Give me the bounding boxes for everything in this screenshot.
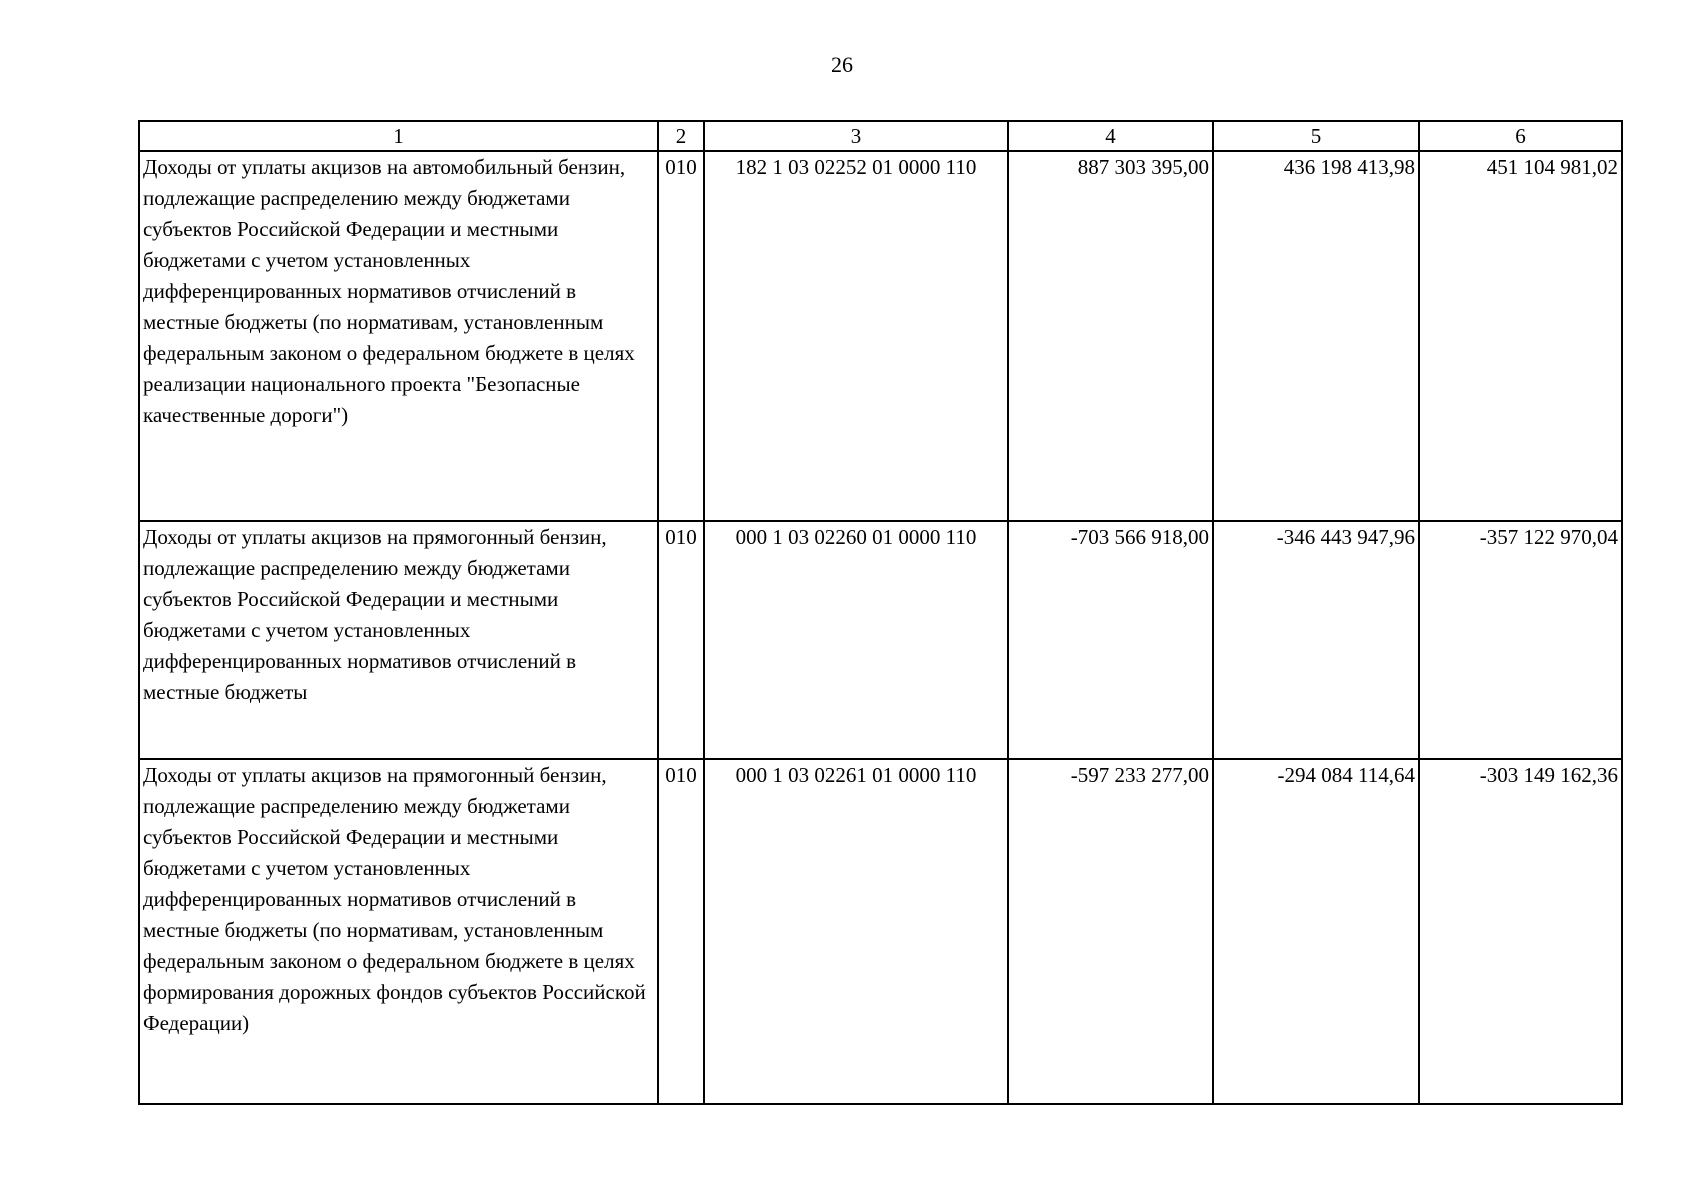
amount-cell-col5: 436 198 413,98 — [1213, 151, 1419, 521]
line-code-cell: 010 — [658, 521, 704, 759]
amount-cell-col6: -303 149 162,36 — [1419, 759, 1622, 1104]
amount-cell-col5: -346 443 947,96 — [1213, 521, 1419, 759]
line-code-cell: 010 — [658, 759, 704, 1104]
column-header: 5 — [1213, 121, 1419, 151]
column-header: 2 — [658, 121, 704, 151]
table-row — [139, 521, 1622, 759]
amount-cell-col5: -294 084 114,64 — [1213, 759, 1419, 1104]
column-header: 3 — [704, 121, 1008, 151]
revenue-name-cell: Доходы от уплаты акцизов на автомобильный бензин, подлежащие распределению между бюджетами субъектов Российской Федерации и местными бюджетами с учетом установленных дифференцированных нормативов отчислений в местные бюджеты (по нормативам, установленным федеральным законом о федеральном бюджете в целях реализации национального проекта "Безопасные качественные дороги") — [139, 151, 658, 521]
amount-cell-col6: 451 104 981,02 — [1419, 151, 1622, 521]
amount-cell-col4: -703 566 918,00 — [1008, 521, 1213, 759]
revenue-table — [138, 120, 1623, 1105]
revenue-name-cell: Доходы от уплаты акцизов на прямогонный бензин, подлежащие распределению между бюджетами субъектов Российской Федерации и местными бюджетами с учетом установленных дифференцированных нормативов отчислений в местные бюджеты (по нормативам, установленным федеральным законом о федеральном бюджете в целях формирования дорожных фондов субъектов Российской Федерации) — [139, 759, 658, 1104]
budget-code-cell: 000 1 03 02261 01 0000 110 — [704, 759, 1008, 1104]
table-header-row — [139, 121, 1622, 151]
table-row — [139, 759, 1622, 1104]
amount-cell-col4: -597 233 277,00 — [1008, 759, 1213, 1104]
budget-code-cell: 000 1 03 02260 01 0000 110 — [704, 521, 1008, 759]
column-header: 4 — [1008, 121, 1213, 151]
budget-code-cell: 182 1 03 02252 01 0000 110 — [704, 151, 1008, 521]
revenue-name-cell: Доходы от уплаты акцизов на прямогонный бензин, подлежащие распределению между бюджетами субъектов Российской Федерации и местными бюджетами с учетом установленных дифференцированных нормативов отчислений в местные бюджеты — [139, 521, 658, 759]
column-header: 1 — [139, 121, 658, 151]
amount-cell-col4: 887 303 395,00 — [1008, 151, 1213, 521]
amount-cell-col6: -357 122 970,04 — [1419, 521, 1622, 759]
column-header: 6 — [1419, 121, 1622, 151]
table-row — [139, 151, 1622, 521]
line-code-cell: 010 — [658, 151, 704, 521]
page-number: 26 — [831, 52, 853, 77]
